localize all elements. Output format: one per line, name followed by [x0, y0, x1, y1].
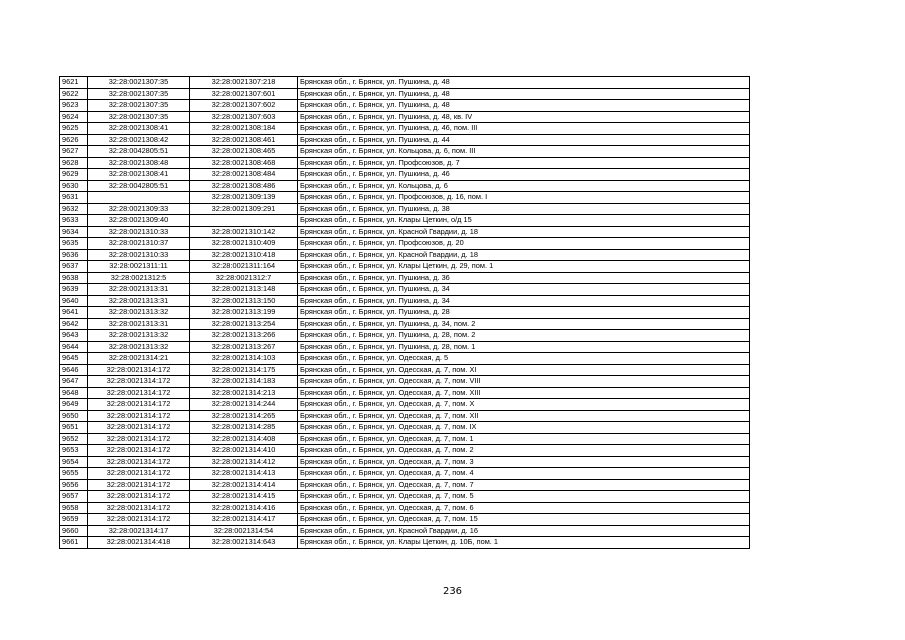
address-cell: Брянская обл., г. Брянск, ул. Профсоюзов, д. 16, пом. I	[298, 192, 750, 204]
row-number-cell: 9625	[60, 123, 88, 135]
object-cadastral-number-cell: 32:28:0021313:148	[190, 284, 298, 296]
address-cell: Брянская обл., г. Брянск, ул. Клары Цеткин, о/д 15	[298, 215, 750, 227]
land-cadastral-number-cell: 32:28:0021313:32	[88, 341, 190, 353]
land-cadastral-number-cell: 32:28:0021314:172	[88, 399, 190, 411]
land-cadastral-number-cell: 32:28:0021314:172	[88, 514, 190, 526]
object-cadastral-number-cell: 32:28:0021308:484	[190, 169, 298, 181]
land-cadastral-number-cell: 32:28:0021313:32	[88, 330, 190, 342]
address-cell: Брянская обл., г. Брянск, ул. Пушкина, д. 34, пом. 2	[298, 318, 750, 330]
table-row	[60, 215, 750, 227]
object-cadastral-number-cell: 32:28:0021308:486	[190, 180, 298, 192]
address-cell: Брянская обл., г. Брянск, ул. Профсоюзов, д. 7	[298, 157, 750, 169]
table-row	[60, 88, 750, 100]
address-cell: Брянская обл., г. Брянск, ул. Пушкина, д. 36	[298, 272, 750, 284]
row-number-cell: 9660	[60, 525, 88, 537]
table-row	[60, 491, 750, 503]
row-number-cell: 9655	[60, 468, 88, 480]
object-cadastral-number-cell: 32:28:0021314:244	[190, 399, 298, 411]
address-cell: Брянская обл., г. Брянск, ул. Клары Цеткин, д. 10Б, пом. 1	[298, 537, 750, 549]
object-cadastral-number-cell: 32:28:0021313:150	[190, 295, 298, 307]
row-number-cell: 9639	[60, 284, 88, 296]
table-row	[60, 307, 750, 319]
row-number-cell: 9645	[60, 353, 88, 365]
object-cadastral-number-cell: 32:28:0021314:414	[190, 479, 298, 491]
table-row	[60, 123, 750, 135]
land-cadastral-number-cell: 32:28:0021308:48	[88, 157, 190, 169]
address-cell: Брянская обл., г. Брянск, ул. Пушкина, д. 44	[298, 134, 750, 146]
object-cadastral-number-cell: 32:28:0021314:415	[190, 491, 298, 503]
address-cell: Брянская обл., г. Брянск, ул. Пушкина, д. 48	[298, 77, 750, 89]
table-row	[60, 376, 750, 388]
land-cadastral-number-cell: 32:28:0021308:41	[88, 169, 190, 181]
address-cell: Брянская обл., г. Брянск, ул. Одесская, д. 7, пом. 2	[298, 445, 750, 457]
table-row	[60, 445, 750, 457]
table-row	[60, 284, 750, 296]
object-cadastral-number-cell: 32:28:0021313:266	[190, 330, 298, 342]
land-cadastral-number-cell: 32:28:0021314:418	[88, 537, 190, 549]
table-row	[60, 456, 750, 468]
land-cadastral-number-cell: 32:28:0021313:31	[88, 318, 190, 330]
table-row	[60, 226, 750, 238]
table-row	[60, 134, 750, 146]
address-cell: Брянская обл., г. Брянск, ул. Кольцова, д. 6	[298, 180, 750, 192]
table-row	[60, 169, 750, 181]
table-row	[60, 100, 750, 112]
row-number-cell: 9626	[60, 134, 88, 146]
row-number-cell: 9630	[60, 180, 88, 192]
row-number-cell: 9636	[60, 249, 88, 261]
address-cell: Брянская обл., г. Брянск, ул. Одесская, д. 7, пом. 5	[298, 491, 750, 503]
address-cell: Брянская обл., г. Брянск, ул. Одесская, д. 7, пом. 1	[298, 433, 750, 445]
row-number-cell: 9653	[60, 445, 88, 457]
row-number-cell: 9652	[60, 433, 88, 445]
land-cadastral-number-cell: 32:28:0021308:41	[88, 123, 190, 135]
address-cell: Брянская обл., г. Брянск, ул. Кольцова, д. 6, пом. III	[298, 146, 750, 158]
row-number-cell: 9640	[60, 295, 88, 307]
object-cadastral-number-cell: 32:28:0021313:267	[190, 341, 298, 353]
address-cell: Брянская обл., г. Брянск, ул. Пушкина, д. 28, пом. 2	[298, 330, 750, 342]
object-cadastral-number-cell: 32:28:0021314:175	[190, 364, 298, 376]
object-cadastral-number-cell: 32:28:0021314:54	[190, 525, 298, 537]
object-cadastral-number-cell: 32:28:0021314:183	[190, 376, 298, 388]
table-row	[60, 353, 750, 365]
row-number-cell: 9649	[60, 399, 88, 411]
address-cell: Брянская обл., г. Брянск, ул. Пушкина, д. 46	[298, 169, 750, 181]
address-cell: Брянская обл., г. Брянск, ул. Одесская, д. 7, пом. 3	[298, 456, 750, 468]
land-cadastral-number-cell: 32:28:0021310:37	[88, 238, 190, 250]
address-cell: Брянская обл., г. Брянск, ул. Пушкина, д. 34	[298, 295, 750, 307]
row-number-cell: 9650	[60, 410, 88, 422]
register-table-body	[60, 77, 750, 549]
land-cadastral-number-cell: 32:28:0021307:35	[88, 88, 190, 100]
object-cadastral-number-cell: 32:28:0021310:418	[190, 249, 298, 261]
object-cadastral-number-cell: 32:28:0021308:468	[190, 157, 298, 169]
table-row	[60, 295, 750, 307]
address-cell: Брянская обл., г. Брянск, ул. Красной Гвардии, д. 16	[298, 525, 750, 537]
object-cadastral-number-cell: 32:28:0021314:408	[190, 433, 298, 445]
address-cell: Брянская обл., г. Брянск, ул. Одесская, д. 7, пом. 7	[298, 479, 750, 491]
table-row	[60, 364, 750, 376]
table-row	[60, 399, 750, 411]
row-number-cell: 9635	[60, 238, 88, 250]
address-cell: Брянская обл., г. Брянск, ул. Пушкина, д. 48	[298, 100, 750, 112]
land-cadastral-number-cell: 32:28:0021309:33	[88, 203, 190, 215]
row-number-cell: 9657	[60, 491, 88, 503]
table-row	[60, 272, 750, 284]
row-number-cell: 9628	[60, 157, 88, 169]
object-cadastral-number-cell: 32:28:0021312:7	[190, 272, 298, 284]
row-number-cell: 9642	[60, 318, 88, 330]
address-cell: Брянская обл., г. Брянск, ул. Пушкина, д. 28	[298, 307, 750, 319]
register-table	[59, 76, 750, 549]
table-row	[60, 238, 750, 250]
land-cadastral-number-cell: 32:28:0021314:172	[88, 502, 190, 514]
address-cell: Брянская обл., г. Брянск, ул. Профсоюзов, д. 20	[298, 238, 750, 250]
land-cadastral-number-cell: 32:28:0021314:172	[88, 456, 190, 468]
object-cadastral-number-cell: 32:28:0021309:291	[190, 203, 298, 215]
row-number-cell: 9658	[60, 502, 88, 514]
address-cell: Брянская обл., г. Брянск, ул. Одесская, д. 7, пом. XI	[298, 364, 750, 376]
object-cadastral-number-cell: 32:28:0021308:461	[190, 134, 298, 146]
land-cadastral-number-cell: 32:28:0021307:35	[88, 100, 190, 112]
row-number-cell: 9659	[60, 514, 88, 526]
row-number-cell: 9648	[60, 387, 88, 399]
table-row	[60, 318, 750, 330]
object-cadastral-number-cell: 32:28:0021314:413	[190, 468, 298, 480]
object-cadastral-number-cell: 32:28:0021307:218	[190, 77, 298, 89]
land-cadastral-number-cell: 32:28:0021314:172	[88, 410, 190, 422]
object-cadastral-number-cell: 32:28:0021310:142	[190, 226, 298, 238]
land-cadastral-number-cell: 32:28:0021314:172	[88, 364, 190, 376]
land-cadastral-number-cell: 32:28:0042805:51	[88, 180, 190, 192]
row-number-cell: 9623	[60, 100, 88, 112]
table-row	[60, 157, 750, 169]
object-cadastral-number-cell: 32:28:0021307:601	[190, 88, 298, 100]
table-row	[60, 514, 750, 526]
land-cadastral-number-cell: 32:28:0021314:172	[88, 468, 190, 480]
object-cadastral-number-cell: 32:28:0021311:164	[190, 261, 298, 273]
address-cell: Брянская обл., г. Брянск, ул. Одесская, д. 7, пом. 15	[298, 514, 750, 526]
table-row	[60, 410, 750, 422]
object-cadastral-number-cell: 32:28:0021307:603	[190, 111, 298, 123]
address-cell: Брянская обл., г. Брянск, ул. Одесская, д. 5	[298, 353, 750, 365]
address-cell: Брянская обл., г. Брянск, ул. Одесская, д. 7, пом. IX	[298, 422, 750, 434]
address-cell: Брянская обл., г. Брянск, ул. Одесская, д. 7, пом. 4	[298, 468, 750, 480]
table-row	[60, 341, 750, 353]
table-row	[60, 468, 750, 480]
table-row	[60, 537, 750, 549]
address-cell: Брянская обл., г. Брянск, ул. Одесская, д. 7, пом. 6	[298, 502, 750, 514]
page-number: 236	[442, 586, 463, 597]
table-row	[60, 203, 750, 215]
land-cadastral-number-cell: 32:28:0021313:31	[88, 284, 190, 296]
object-cadastral-number-cell: 32:28:0021308:465	[190, 146, 298, 158]
row-number-cell: 9651	[60, 422, 88, 434]
land-cadastral-number-cell: 32:28:0021313:32	[88, 307, 190, 319]
row-number-cell: 9634	[60, 226, 88, 238]
object-cadastral-number-cell: 32:28:0021307:602	[190, 100, 298, 112]
table-row	[60, 111, 750, 123]
address-cell: Брянская обл., г. Брянск, ул. Красной Гвардии, д. 18	[298, 249, 750, 261]
object-cadastral-number-cell: 32:28:0021314:265	[190, 410, 298, 422]
row-number-cell: 9622	[60, 88, 88, 100]
table-row	[60, 422, 750, 434]
land-cadastral-number-cell: 32:28:0021310:33	[88, 226, 190, 238]
land-cadastral-number-cell: 32:28:0021314:172	[88, 491, 190, 503]
object-cadastral-number-cell	[190, 215, 298, 227]
row-number-cell: 9641	[60, 307, 88, 319]
land-cadastral-number-cell: 32:28:0021309:40	[88, 215, 190, 227]
land-cadastral-number-cell: 32:28:0021312:5	[88, 272, 190, 284]
object-cadastral-number-cell: 32:28:0021314:103	[190, 353, 298, 365]
address-cell: Брянская обл., г. Брянск, ул. Пушкина, д. 34	[298, 284, 750, 296]
table-row	[60, 192, 750, 204]
row-number-cell: 9638	[60, 272, 88, 284]
land-cadastral-number-cell: 32:28:0021314:172	[88, 422, 190, 434]
land-cadastral-number-cell: 32:28:0021307:35	[88, 77, 190, 89]
land-cadastral-number-cell: 32:28:0021308:42	[88, 134, 190, 146]
object-cadastral-number-cell: 32:28:0021313:199	[190, 307, 298, 319]
table-row	[60, 261, 750, 273]
row-number-cell: 9656	[60, 479, 88, 491]
object-cadastral-number-cell: 32:28:0021310:409	[190, 238, 298, 250]
table-row	[60, 330, 750, 342]
object-cadastral-number-cell: 32:28:0021314:410	[190, 445, 298, 457]
land-cadastral-number-cell: 32:28:0021314:172	[88, 479, 190, 491]
row-number-cell: 9637	[60, 261, 88, 273]
table-row	[60, 502, 750, 514]
address-cell: Брянская обл., г. Брянск, ул. Одесская, д. 7, пом. XIII	[298, 387, 750, 399]
row-number-cell: 9621	[60, 77, 88, 89]
address-cell: Брянская обл., г. Брянск, ул. Пушкина, д. 48	[298, 88, 750, 100]
row-number-cell: 9647	[60, 376, 88, 388]
land-cadastral-number-cell	[88, 192, 190, 204]
row-number-cell: 9644	[60, 341, 88, 353]
object-cadastral-number-cell: 32:28:0021313:254	[190, 318, 298, 330]
address-cell: Брянская обл., г. Брянск, ул. Пушкина, д. 28, пом. 1	[298, 341, 750, 353]
object-cadastral-number-cell: 32:28:0021314:416	[190, 502, 298, 514]
address-cell: Брянская обл., г. Брянск, ул. Красной Гвардии, д. 18	[298, 226, 750, 238]
land-cadastral-number-cell: 32:28:0021310:33	[88, 249, 190, 261]
land-cadastral-number-cell: 32:28:0021313:31	[88, 295, 190, 307]
address-cell: Брянская обл., г. Брянск, ул. Пушкина, д. 46, пом. III	[298, 123, 750, 135]
row-number-cell: 9624	[60, 111, 88, 123]
address-cell: Брянская обл., г. Брянск, ул. Одесская, д. 7, пом. XII	[298, 410, 750, 422]
row-number-cell: 9646	[60, 364, 88, 376]
object-cadastral-number-cell: 32:28:0021309:139	[190, 192, 298, 204]
land-cadastral-number-cell: 32:28:0042805:51	[88, 146, 190, 158]
land-cadastral-number-cell: 32:28:0021314:172	[88, 376, 190, 388]
table-row	[60, 479, 750, 491]
table-row	[60, 146, 750, 158]
land-cadastral-number-cell: 32:28:0021314:172	[88, 433, 190, 445]
object-cadastral-number-cell: 32:28:0021314:643	[190, 537, 298, 549]
land-cadastral-number-cell: 32:28:0021311:11	[88, 261, 190, 273]
row-number-cell: 9633	[60, 215, 88, 227]
row-number-cell: 9629	[60, 169, 88, 181]
land-cadastral-number-cell: 32:28:0021314:21	[88, 353, 190, 365]
land-cadastral-number-cell: 32:28:0021314:17	[88, 525, 190, 537]
row-number-cell: 9627	[60, 146, 88, 158]
row-number-cell: 9632	[60, 203, 88, 215]
address-cell: Брянская обл., г. Брянск, ул. Пушкина, д. 38	[298, 203, 750, 215]
table-row	[60, 180, 750, 192]
land-cadastral-number-cell: 32:28:0021314:172	[88, 387, 190, 399]
address-cell: Брянская обл., г. Брянск, ул. Пушкина, д. 48, кв. IV	[298, 111, 750, 123]
row-number-cell: 9631	[60, 192, 88, 204]
object-cadastral-number-cell: 32:28:0021308:184	[190, 123, 298, 135]
object-cadastral-number-cell: 32:28:0021314:213	[190, 387, 298, 399]
table-row	[60, 525, 750, 537]
address-cell: Брянская обл., г. Брянск, ул. Одесская, д. 7, пом. X	[298, 399, 750, 411]
table-row	[60, 77, 750, 89]
row-number-cell: 9643	[60, 330, 88, 342]
table-row	[60, 387, 750, 399]
address-cell: Брянская обл., г. Брянск, ул. Одесская, д. 7, пом. VIII	[298, 376, 750, 388]
row-number-cell: 9654	[60, 456, 88, 468]
address-cell: Брянская обл., г. Брянск, ул. Клары Цеткин, д. 29, пом. 1	[298, 261, 750, 273]
table-row	[60, 433, 750, 445]
land-cadastral-number-cell: 32:28:0021307:35	[88, 111, 190, 123]
object-cadastral-number-cell: 32:28:0021314:412	[190, 456, 298, 468]
land-cadastral-number-cell: 32:28:0021314:172	[88, 445, 190, 457]
object-cadastral-number-cell: 32:28:0021314:417	[190, 514, 298, 526]
row-number-cell: 9661	[60, 537, 88, 549]
table-row	[60, 249, 750, 261]
object-cadastral-number-cell: 32:28:0021314:285	[190, 422, 298, 434]
